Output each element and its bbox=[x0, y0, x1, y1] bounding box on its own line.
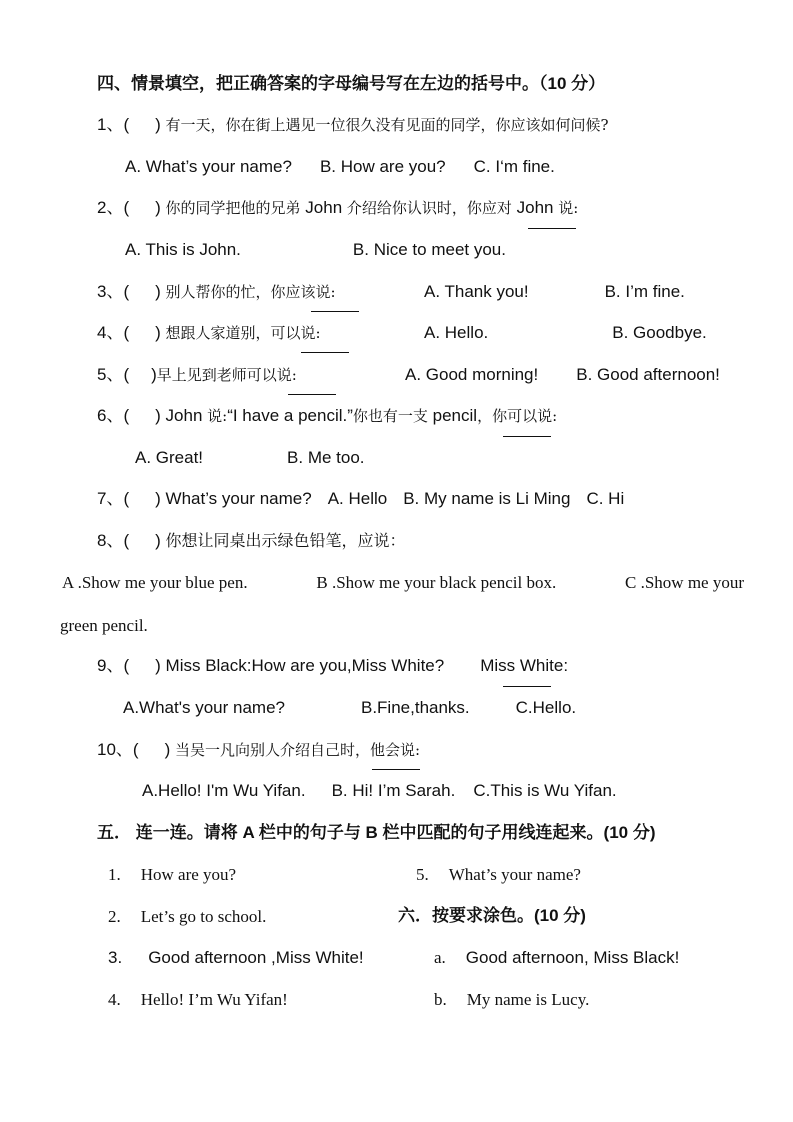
option-b: B .Show me your black pencil box. bbox=[316, 573, 557, 592]
option-b: B. Hi! I’m Sarah. bbox=[331, 781, 456, 800]
question-2 bbox=[97, 197, 578, 219]
paren-close: ) bbox=[155, 198, 161, 217]
option-a: A.What's your name? bbox=[123, 698, 285, 717]
paren-close: ) bbox=[155, 282, 161, 301]
question-3-options bbox=[424, 281, 685, 303]
question-number: 1、( bbox=[97, 115, 130, 134]
option-c: C.Hello. bbox=[515, 698, 577, 717]
underline bbox=[372, 769, 420, 770]
option-a: A. Hello bbox=[327, 489, 388, 508]
question-5-options bbox=[405, 364, 720, 386]
underline bbox=[301, 352, 349, 353]
question-1-options bbox=[125, 156, 555, 178]
prompt-text: 你也有一支 bbox=[352, 407, 428, 425]
option-a: A. This is John. bbox=[125, 240, 241, 259]
item-text: Hello! I’m Wu Yifan! bbox=[140, 990, 288, 1009]
item-number: a. bbox=[434, 948, 446, 967]
underline bbox=[311, 311, 359, 312]
option-a: A.Hello! I'm Wu Yifan. bbox=[142, 781, 306, 800]
option-a: A. Hello. bbox=[424, 323, 489, 342]
item-text: Good afternoon, Miss Black! bbox=[465, 948, 680, 967]
option-a: A. Great! bbox=[135, 448, 204, 467]
item-text: What’s your name? bbox=[448, 865, 581, 884]
paren-close: ) bbox=[155, 531, 161, 550]
option-a: A .Show me your blue pen. bbox=[62, 573, 248, 592]
match-left-4 bbox=[108, 989, 288, 1011]
section-5-title: 五． 连一连。请将 A 栏中的句子与 B 栏中匹配的句子用线连起来。(10 分) bbox=[97, 823, 656, 842]
question-9 bbox=[97, 655, 568, 677]
question-prompt: 有一天，你在街上遇见一位很久没有见面的同学，你应该如何问候? bbox=[165, 116, 609, 134]
option-b: B.Fine,thanks. bbox=[360, 698, 470, 717]
paren-close: ) bbox=[151, 365, 157, 384]
underline bbox=[288, 394, 336, 395]
question-prompt: 早上见到老师可以说: bbox=[156, 366, 297, 384]
question-number: 6、( bbox=[97, 406, 130, 425]
question-8-options-wrap: green pencil. bbox=[60, 616, 148, 635]
question-9-options bbox=[123, 697, 576, 719]
underline bbox=[503, 436, 551, 437]
question-1 bbox=[97, 114, 609, 136]
question-prompt: 当吴一凡向别人介绍自己时，他会说: bbox=[174, 741, 421, 759]
match-right-5 bbox=[416, 864, 581, 886]
question-prompt: Miss Black:How are you,Miss White? bbox=[165, 656, 445, 675]
option-a: A. What’s your name? bbox=[125, 157, 292, 176]
option-c: C .Show me your bbox=[625, 573, 744, 592]
option-b: B. How are you? bbox=[319, 157, 446, 176]
option-a: A. Good morning! bbox=[405, 365, 539, 384]
question-2-options bbox=[125, 239, 506, 261]
paren-close: ) bbox=[155, 656, 161, 675]
section-6-title: 六．按要求涂色。(10 分) bbox=[398, 906, 586, 925]
option-c: C.This is Wu Yifan. bbox=[473, 781, 617, 800]
question-8-options bbox=[62, 572, 744, 594]
paren-close: ) bbox=[155, 406, 161, 425]
question-6-options bbox=[135, 447, 365, 469]
question-number: 5、( bbox=[97, 365, 130, 384]
option-a: A. Thank you! bbox=[424, 282, 529, 301]
question-prompt-b: Miss White: bbox=[480, 656, 569, 675]
question-4 bbox=[97, 322, 321, 344]
match-right-b bbox=[434, 989, 589, 1011]
option-b: B. I’m fine. bbox=[604, 282, 685, 301]
question-prompt: What’s your name? bbox=[165, 489, 312, 508]
option-b: B. Goodbye. bbox=[612, 323, 707, 342]
item-number: 5. bbox=[416, 865, 429, 884]
question-number: 10、( bbox=[97, 740, 139, 759]
item-text: Let’s go to school. bbox=[140, 907, 267, 926]
prompt-text: 你的同学把他的兄弟 bbox=[165, 199, 301, 217]
item-number: 3. bbox=[108, 948, 123, 967]
match-right-a bbox=[434, 947, 679, 969]
underline bbox=[528, 228, 576, 229]
question-prompt: 别人帮你的忙，你应该说: bbox=[165, 283, 336, 301]
item-text: How are you? bbox=[140, 865, 237, 884]
section-4-title: 四、情景填空，把正确答案的字母编号写在左边的括号中。（10 分） bbox=[97, 74, 606, 93]
match-left-3 bbox=[108, 947, 364, 969]
question-10 bbox=[97, 739, 420, 761]
item-number: 4. bbox=[108, 990, 121, 1009]
item-number: b. bbox=[434, 990, 447, 1009]
question-10-options bbox=[142, 780, 617, 802]
option-c: C. Hi bbox=[586, 489, 625, 508]
question-4-options bbox=[424, 322, 707, 344]
question-number: 7、( bbox=[97, 489, 130, 508]
item-number: 2. bbox=[108, 907, 121, 926]
underline bbox=[503, 686, 551, 687]
question-3 bbox=[97, 281, 336, 303]
prompt-text: ，你可以说: bbox=[477, 407, 558, 425]
prompt-name: John bbox=[305, 198, 343, 217]
question-number: 3、( bbox=[97, 282, 130, 301]
paren-close: ) bbox=[155, 115, 161, 134]
option-b: B. Me too. bbox=[287, 448, 365, 467]
option-b: B. Nice to meet you. bbox=[352, 240, 506, 259]
question-prompt: 想跟人家道别，可以说: bbox=[165, 324, 321, 342]
question-number: 9、( bbox=[97, 656, 130, 675]
item-number: 1. bbox=[108, 865, 121, 884]
paren-close: ) bbox=[164, 740, 171, 759]
option-c: C. I‘m fine. bbox=[473, 157, 555, 176]
prompt-text: 说: bbox=[207, 407, 228, 425]
prompt-text: 说: bbox=[558, 199, 579, 217]
prompt-word: pencil bbox=[432, 406, 478, 425]
prompt-quote: “I have a pencil.” bbox=[227, 406, 353, 425]
prompt-text: 介绍给你认识时，你应对 bbox=[346, 199, 512, 217]
prompt-name: John bbox=[165, 406, 203, 425]
paren-close: ) bbox=[155, 323, 161, 342]
match-left-1 bbox=[108, 864, 236, 886]
option-b: B. My name is Li Ming bbox=[403, 489, 571, 508]
paren-close: ) bbox=[155, 489, 161, 508]
prompt-name: John bbox=[516, 198, 554, 217]
item-text: Good afternoon ,Miss White! bbox=[148, 948, 364, 967]
question-number: 4、( bbox=[97, 323, 130, 342]
question-number: 2、( bbox=[97, 198, 130, 217]
question-prompt: 你想让同桌出示绿色铅笔，应说： bbox=[165, 531, 406, 550]
option-b: B. Good afternoon! bbox=[576, 365, 720, 384]
question-6 bbox=[97, 405, 557, 427]
question-7 bbox=[97, 488, 624, 510]
match-left-2 bbox=[108, 906, 266, 928]
question-number: 8、( bbox=[97, 531, 130, 550]
item-text: My name is Lucy. bbox=[466, 990, 590, 1009]
question-5 bbox=[97, 364, 297, 386]
question-8 bbox=[97, 530, 406, 552]
